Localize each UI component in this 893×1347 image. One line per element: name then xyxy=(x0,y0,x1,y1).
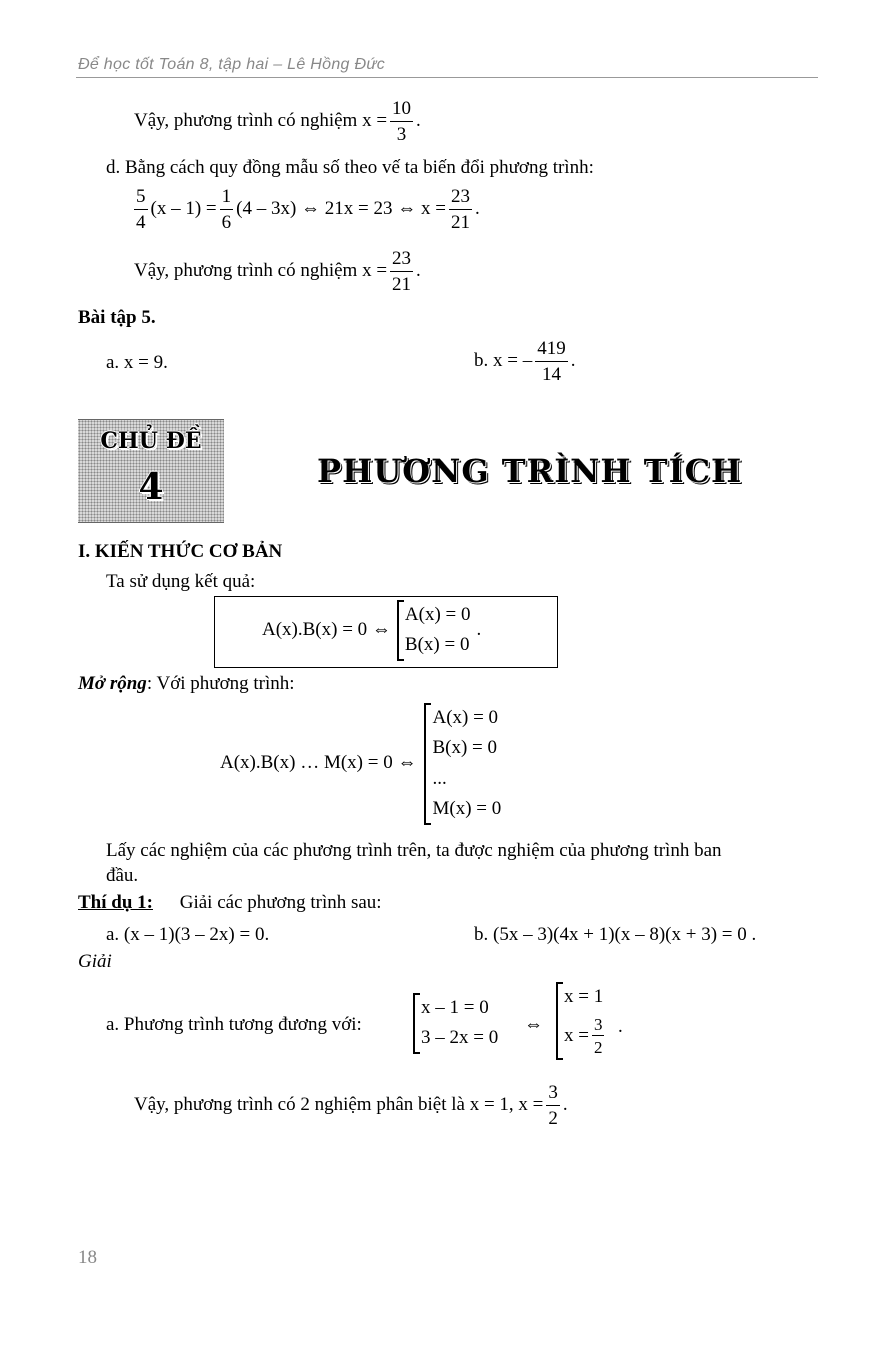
running-header: Để học tốt Toán 8, tập hai – Lê Hồng Đức xyxy=(78,56,386,73)
example-1-a: a. (x – 1)(3 – 2x) = 0. xyxy=(106,924,270,945)
system-1 xyxy=(413,993,498,1054)
fraction-23-21: $\frac{23}{21}$ xyxy=(450,186,470,233)
extension-label: Mở rộng xyxy=(78,673,147,694)
fraction-5-4: $\frac{5}{4}$ xyxy=(136,186,146,233)
paragraph-line-2: đầu. xyxy=(106,865,139,886)
extension-formula: A(x).B(x) … M(x) = 0 ⇔ A(x) = 0 B(x) = 0 ... M(x) = 0 xyxy=(220,703,501,825)
section-heading: I. KIẾN THỨC CƠ BẢN xyxy=(78,541,283,562)
system-bracket: A(x) = 0 B(x) = 0 xyxy=(397,600,471,661)
fraction-10-3: $\frac{10}{3}$ xyxy=(392,98,412,145)
solution-a-text: a. Phương trình tương đương với: xyxy=(106,1014,362,1035)
fraction-23-21: $\frac{23}{21}$ xyxy=(392,248,412,295)
fraction-3-2: $\frac{3}{2}$ xyxy=(548,1082,558,1129)
solution-label: Giải xyxy=(78,951,112,972)
c-conclusion: Vậy, phương trình có nghiệm x = $\frac{10}{3}$ . xyxy=(134,98,421,145)
extension-line: Mở rộng: Với phương trình: xyxy=(78,673,295,694)
fraction-1-6: $\frac{1}{6}$ xyxy=(221,186,232,233)
paragraph-line-1: Lấy các nghiệm của các phương trình trên, ta được nghiệm của phương trình ban xyxy=(106,840,722,861)
system-bracket: x = 1 x = $\frac{3}{2}$ xyxy=(556,982,607,1060)
equivalence-symbol: ⇔ xyxy=(524,1014,543,1035)
system-2: x = 1 x = $\frac{3}{2}$ . xyxy=(556,982,607,1060)
system-bracket: x – 1 = 0 3 – 2x = 0 xyxy=(413,993,498,1054)
topic-badge xyxy=(78,419,224,523)
page-number: 18 xyxy=(78,1247,97,1268)
topic-number: 4 xyxy=(138,466,164,508)
system-bracket: A(x) = 0 B(x) = 0 ... M(x) = 0 xyxy=(424,703,501,825)
example-1-header: Thí dụ 1: Giải các phương trình sau: xyxy=(78,892,382,913)
c-conclusion-text: Vậy, phương trình có nghiệm x = xyxy=(134,110,388,132)
d-conclusion: Vậy, phương trình có nghiệm x = $\frac{23}{21}$ . xyxy=(134,248,421,295)
fraction-419-14: $\frac{419}{14}$ xyxy=(537,338,566,385)
exercise-5-b: b. x = – $\frac{419}{14}$ . xyxy=(474,338,576,385)
topic-label: CHỦ ĐỀ xyxy=(100,428,202,454)
fraction-3-2: $\frac{3}{2}$ xyxy=(593,1014,603,1058)
header-rule xyxy=(76,77,818,78)
key-result-formula: A(x).B(x) = 0 ⇔ A(x) = 0 B(x) = 0 . xyxy=(262,600,481,661)
d-equation: $\frac{5}{4}$ (x – 1) = $\frac{1}{6}$ (4 – 3x) ⇔ 21x = 23 ⇔ x = $\frac{23}{21}$ . xyxy=(136,186,480,233)
example-1-label: Thí dụ 1: xyxy=(78,892,153,913)
d-intro: d. Bằng cách quy đồng mẫu số theo vế ta biến đổi phương trình: xyxy=(106,157,594,178)
example-1-conclusion: Vậy, phương trình có 2 nghiệm phân biệt là x = 1, x = $\frac{3}{2}$ . xyxy=(134,1082,568,1129)
example-1-b: b. (5x – 3)(4x + 1)(x – 8)(x + 3) = 0 . xyxy=(474,924,757,945)
exercise-5-title: Bài tập 5. xyxy=(78,307,156,328)
chapter-title: PHƯƠNG TRÌNH TÍCH xyxy=(317,452,743,490)
exercise-5-a: a. x = 9. xyxy=(106,352,168,373)
section-intro: Ta sử dụng kết quả: xyxy=(106,571,256,592)
